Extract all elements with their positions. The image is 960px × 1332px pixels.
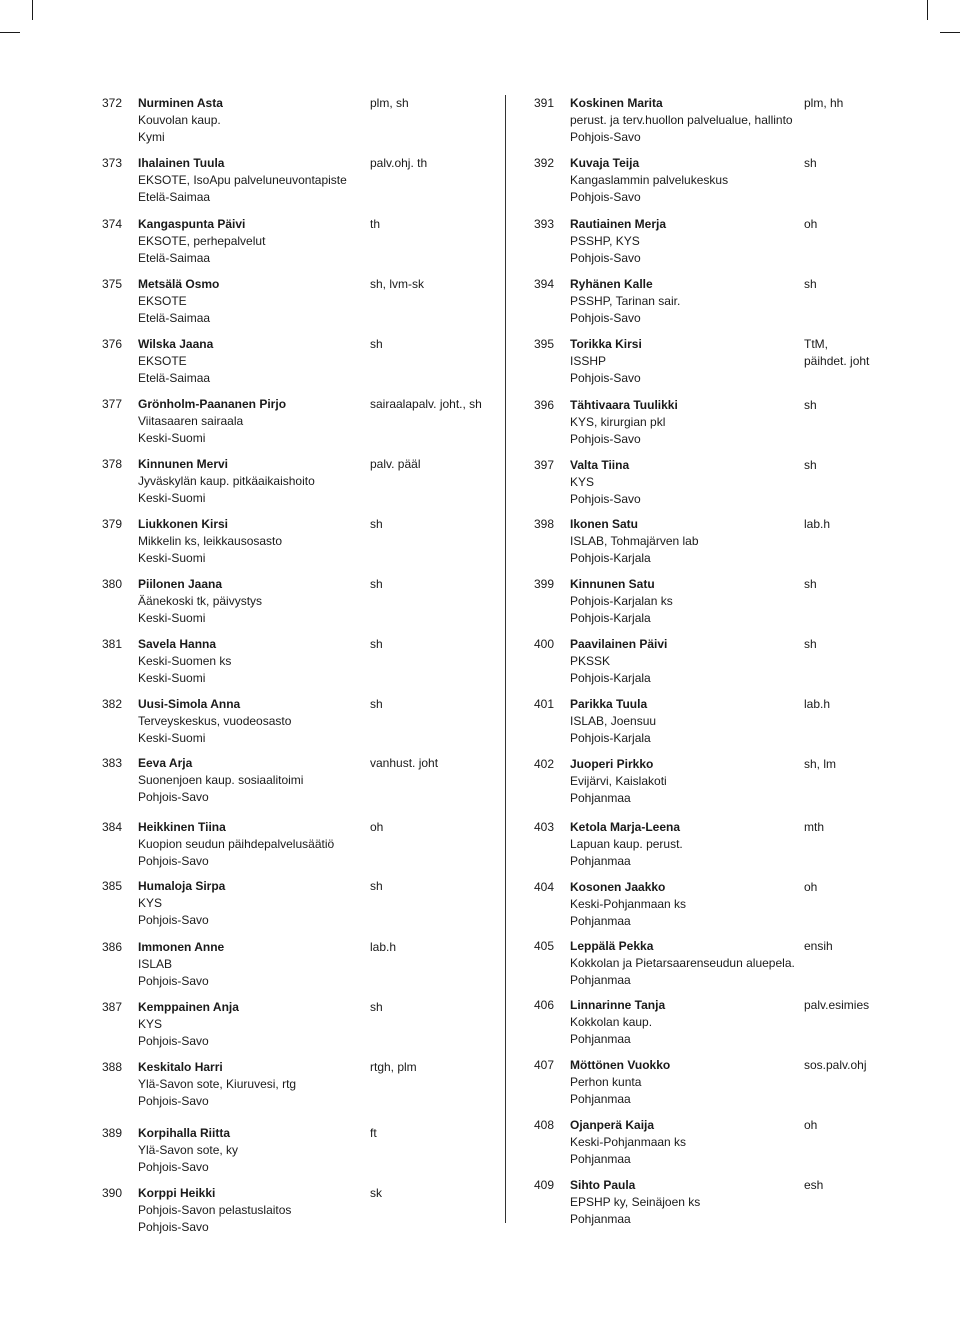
entry-number: 397 bbox=[533, 458, 554, 472]
person-name: Koskinen Marita bbox=[570, 96, 663, 110]
person-name: Grönholm-Paananen Pirjo bbox=[138, 397, 287, 411]
entry-details bbox=[570, 95, 793, 146]
job-title bbox=[370, 1059, 417, 1076]
entry-details bbox=[138, 456, 315, 507]
organization: Keski-Pohjanmaan ks bbox=[570, 897, 687, 911]
entry-details bbox=[570, 636, 667, 687]
entry-details bbox=[138, 516, 282, 567]
job-title bbox=[370, 216, 380, 233]
region: Pohjois-Savo bbox=[138, 913, 209, 927]
person-name: Ikonen Satu bbox=[570, 517, 639, 531]
job-title bbox=[804, 938, 833, 955]
entry-number: 396 bbox=[533, 398, 554, 412]
job-title bbox=[804, 155, 817, 172]
organization: PSSHP, Tarinan sair. bbox=[570, 294, 681, 308]
entry-number: 406 bbox=[533, 998, 554, 1012]
organization: perust. ja terv.huollon palvelualue, hallinto bbox=[570, 113, 793, 127]
entry-number: 405 bbox=[533, 939, 554, 953]
crop-mark-left-top bbox=[0, 32, 20, 33]
region: Etelä-Saimaa bbox=[138, 190, 211, 204]
organization: ISSHP bbox=[570, 354, 607, 368]
job-title-line: plm, hh bbox=[804, 96, 844, 110]
person-name: Kuvaja Teija bbox=[570, 156, 640, 170]
person-name: Ihalainen Tuula bbox=[138, 156, 225, 170]
organization: PKSSK bbox=[570, 654, 611, 668]
job-title-line: mth bbox=[804, 820, 825, 834]
region: Pohjanmaa bbox=[570, 914, 631, 928]
job-title-line: sh bbox=[804, 577, 817, 591]
region: Pohjois-Savo bbox=[138, 854, 209, 868]
person-name: Wilska Jaana bbox=[138, 337, 214, 351]
region: Pohjanmaa bbox=[570, 1092, 631, 1106]
entry-details bbox=[570, 457, 641, 508]
organization: Ylä-Savon sote, ky bbox=[138, 1143, 239, 1157]
organization: Lapuan kaup. perust. bbox=[570, 837, 683, 851]
organization: Mikkelin ks, leikkausosasto bbox=[138, 534, 283, 548]
job-title bbox=[804, 819, 824, 836]
entry-details bbox=[138, 336, 213, 387]
person-name: Leppälä Pekka bbox=[570, 939, 654, 953]
organization: EKSOTE bbox=[138, 354, 187, 368]
job-title bbox=[804, 997, 869, 1014]
entry-details bbox=[570, 576, 673, 627]
entry-number: 391 bbox=[533, 96, 554, 110]
entry-details bbox=[138, 276, 219, 327]
organization: ISLAB, Tohmajärven lab bbox=[570, 534, 699, 548]
entry-number: 383 bbox=[101, 756, 122, 770]
entry-details bbox=[570, 696, 656, 747]
entry-number: 379 bbox=[101, 517, 122, 531]
person-name: Korpihalla Riitta bbox=[138, 1126, 231, 1140]
job-title-line: ft bbox=[370, 1126, 377, 1140]
person-name: Immonen Anne bbox=[138, 940, 225, 954]
entry-details bbox=[138, 819, 334, 870]
job-title bbox=[804, 336, 869, 370]
region: Etelä-Saimaa bbox=[138, 311, 211, 325]
entry-details bbox=[138, 396, 286, 447]
entry-number: 392 bbox=[533, 156, 554, 170]
job-title-line: TtM, bbox=[804, 337, 828, 351]
entry-number: 408 bbox=[533, 1118, 554, 1132]
entry-number: 372 bbox=[101, 96, 122, 110]
region: Pohjois-Savo bbox=[138, 1160, 209, 1174]
entry-details bbox=[138, 576, 262, 627]
entry-number: 381 bbox=[101, 637, 122, 651]
job-title-line: palv. pääl bbox=[370, 457, 421, 471]
job-title bbox=[370, 696, 383, 713]
job-title-line: lab.h bbox=[804, 517, 831, 531]
job-title bbox=[804, 1177, 823, 1194]
entry-details bbox=[570, 1117, 686, 1168]
entry-number: 384 bbox=[101, 820, 122, 834]
job-title-line: palv.ohj. th bbox=[370, 156, 428, 170]
job-title-line: ensih bbox=[804, 939, 833, 953]
entry-details bbox=[570, 336, 642, 387]
entry-details bbox=[138, 95, 223, 146]
entry-number: 376 bbox=[101, 337, 122, 351]
entry-details bbox=[570, 1177, 700, 1228]
person-name: Parikka Tuula bbox=[570, 697, 648, 711]
entry-number: 389 bbox=[101, 1126, 122, 1140]
organization: EKSOTE, perhepalvelut bbox=[138, 234, 266, 248]
organization: Keski-Pohjanmaan ks bbox=[570, 1135, 687, 1149]
job-title bbox=[370, 755, 438, 772]
organization: Perhon kunta bbox=[570, 1075, 642, 1089]
organization: PSSHP, KYS bbox=[570, 234, 640, 248]
job-title bbox=[370, 396, 482, 413]
job-title bbox=[370, 456, 420, 473]
entry-details bbox=[570, 276, 680, 327]
entry-number: 402 bbox=[533, 757, 554, 771]
crop-mark-right-top bbox=[940, 32, 960, 33]
organization: Jyväskylän kaup. pitkäaikaishoito bbox=[138, 474, 315, 488]
region: Keski-Suomi bbox=[138, 731, 206, 745]
job-title bbox=[370, 999, 383, 1016]
job-title bbox=[370, 878, 383, 895]
job-title-line: esh bbox=[804, 1178, 824, 1192]
organization: Kuopion seudun päihdepalvelusäätiö bbox=[138, 837, 335, 851]
person-name: Valta Tiina bbox=[570, 458, 630, 472]
job-title-line: oh bbox=[370, 820, 384, 834]
region: Pohjanmaa bbox=[570, 973, 631, 987]
person-name: Korppi Heikki bbox=[138, 1186, 216, 1200]
entry-details bbox=[570, 155, 728, 206]
entry-details bbox=[138, 1185, 291, 1236]
region: Keski-Suomi bbox=[138, 431, 206, 445]
person-name: Piilonen Jaana bbox=[138, 577, 223, 591]
person-name: Linnarinne Tanja bbox=[570, 998, 666, 1012]
region: Pohjois-Karjala bbox=[570, 611, 651, 625]
job-title-line: sh bbox=[804, 398, 817, 412]
person-name: Metsälä Osmo bbox=[138, 277, 220, 291]
job-title-line: sh bbox=[370, 577, 383, 591]
job-title bbox=[370, 155, 427, 172]
entry-details bbox=[138, 1059, 296, 1110]
person-name: Nurminen Asta bbox=[138, 96, 223, 110]
organization: Pohjois-Savon pelastuslaitos bbox=[138, 1203, 292, 1217]
person-name: Kosonen Jaakko bbox=[570, 880, 666, 894]
organization: Viitasaaren sairaala bbox=[138, 414, 244, 428]
person-name: Ojanperä Kaija bbox=[570, 1118, 655, 1132]
job-title-line: lab.h bbox=[370, 940, 397, 954]
entry-number: 394 bbox=[533, 277, 554, 291]
organization: Kouvolan kaup. bbox=[138, 113, 221, 127]
job-title-line: sh bbox=[370, 879, 383, 893]
job-title-line: oh bbox=[804, 880, 818, 894]
job-title bbox=[804, 636, 817, 653]
job-title bbox=[370, 516, 383, 533]
job-title bbox=[804, 879, 817, 896]
entry-number: 373 bbox=[101, 156, 122, 170]
job-title bbox=[804, 216, 817, 233]
region: Pohjois-Savo bbox=[138, 1220, 209, 1234]
organization: Evijärvi, Kaislakoti bbox=[570, 774, 667, 788]
person-name: Kinnunen Satu bbox=[570, 577, 655, 591]
entry-number: 375 bbox=[101, 277, 122, 291]
entry-number: 378 bbox=[101, 457, 122, 471]
job-title-line: sh bbox=[804, 458, 817, 472]
entry-details bbox=[138, 636, 231, 687]
organization: Kangaslammin palvelukeskus bbox=[570, 173, 729, 187]
region: Pohjois-Savo bbox=[570, 432, 641, 446]
person-name: Liukkonen Kirsi bbox=[138, 517, 229, 531]
region: Pohjois-Savo bbox=[138, 790, 209, 804]
person-name: Tähtivaara Tuulikki bbox=[570, 398, 678, 412]
entry-number: 400 bbox=[533, 637, 554, 651]
crop-mark-top-right bbox=[927, 0, 928, 20]
organization: Keski-Suomen ks bbox=[138, 654, 232, 668]
person-name: Humaloja Sirpa bbox=[138, 879, 226, 893]
region: Pohjois-Karjala bbox=[570, 671, 651, 685]
job-title bbox=[370, 819, 383, 836]
region: Pohjois-Karjala bbox=[570, 551, 651, 565]
organization: KYS bbox=[138, 896, 163, 910]
person-name: Savela Hanna bbox=[138, 637, 217, 651]
entry-number: 385 bbox=[101, 879, 122, 893]
job-title bbox=[804, 1117, 817, 1134]
region: Keski-Suomi bbox=[138, 551, 206, 565]
region: Pohjois-Savo bbox=[570, 251, 641, 265]
entry-details bbox=[138, 878, 225, 929]
region: Keski-Suomi bbox=[138, 611, 206, 625]
person-name: Ketola Marja-Leena bbox=[570, 820, 681, 834]
entry-number: 407 bbox=[533, 1058, 554, 1072]
entry-number: 403 bbox=[533, 820, 554, 834]
entry-details bbox=[138, 696, 291, 747]
job-title bbox=[370, 1125, 377, 1142]
region: Pohjanmaa bbox=[570, 791, 631, 805]
organization: KYS, kirurgian pkl bbox=[570, 415, 666, 429]
entry-number: 401 bbox=[533, 697, 554, 711]
entry-number: 386 bbox=[101, 940, 122, 954]
region: Kymi bbox=[138, 130, 165, 144]
job-title-line: sh bbox=[370, 697, 383, 711]
organization: EPSHP ky, Seinäjoen ks bbox=[570, 1195, 701, 1209]
person-name: Uusi-Simola Anna bbox=[138, 697, 241, 711]
person-name: Kinnunen Mervi bbox=[138, 457, 229, 471]
entry-details bbox=[138, 155, 347, 206]
entry-number: 398 bbox=[533, 517, 554, 531]
region: Pohjois-Savo bbox=[138, 974, 209, 988]
job-title-line: sh bbox=[804, 277, 817, 291]
job-title bbox=[370, 276, 424, 293]
region: Pohjois-Savo bbox=[138, 1034, 209, 1048]
job-title bbox=[804, 576, 817, 593]
region: Etelä-Saimaa bbox=[138, 371, 211, 385]
job-title-line: palv.esimies bbox=[804, 998, 870, 1012]
region: Keski-Suomi bbox=[138, 671, 206, 685]
job-title-line: sh bbox=[370, 637, 383, 651]
person-name: Kangaspunta Päivi bbox=[138, 217, 246, 231]
entry-details bbox=[570, 997, 665, 1048]
job-title-line: th bbox=[370, 217, 381, 231]
entry-details bbox=[138, 216, 265, 267]
region: Pohjois-Savo bbox=[570, 492, 641, 506]
entry-number: 390 bbox=[101, 1186, 122, 1200]
entry-number: 395 bbox=[533, 337, 554, 351]
job-title bbox=[804, 516, 830, 533]
entry-number: 387 bbox=[101, 1000, 122, 1014]
person-name: Torikka Kirsi bbox=[570, 337, 642, 351]
entry-details bbox=[138, 939, 224, 990]
region: Pohjois-Savo bbox=[570, 190, 641, 204]
entry-details bbox=[570, 216, 666, 267]
region: Pohjanmaa bbox=[570, 854, 631, 868]
organization: Pohjois-Karjalan ks bbox=[570, 594, 673, 608]
job-title bbox=[804, 397, 817, 414]
job-title bbox=[370, 939, 396, 956]
organization: ISLAB, Joensuu bbox=[570, 714, 657, 728]
region: Etelä-Saimaa bbox=[138, 251, 211, 265]
region: Pohjois-Savo bbox=[570, 311, 641, 325]
entry-details bbox=[570, 819, 683, 870]
job-title-line: sk bbox=[370, 1186, 382, 1200]
entry-number: 382 bbox=[101, 697, 122, 711]
entry-details bbox=[570, 879, 686, 930]
organization: Äänekoski tk, päivystys bbox=[138, 594, 263, 608]
organization: Ylä-Savon sote, Kiuruvesi, rtg bbox=[138, 1077, 297, 1091]
organization: Suonenjoen kaup. sosiaalitoimi bbox=[138, 773, 304, 787]
job-title-line: sos.palv.ohj bbox=[804, 1058, 867, 1072]
column-divider bbox=[505, 95, 506, 1223]
entry-number: 404 bbox=[533, 880, 554, 894]
job-title-line: päihdet. joht bbox=[804, 354, 870, 368]
organization: Terveyskeskus, vuodeosasto bbox=[138, 714, 292, 728]
region: Pohjanmaa bbox=[570, 1152, 631, 1166]
entry-number: 388 bbox=[101, 1060, 122, 1074]
entry-details bbox=[138, 1125, 238, 1176]
entry-details bbox=[138, 755, 303, 806]
job-title-line: sh bbox=[370, 1000, 383, 1014]
entry-details bbox=[138, 999, 239, 1050]
job-title bbox=[370, 1185, 382, 1202]
person-name: Rautiainen Merja bbox=[570, 217, 667, 231]
entry-number: 399 bbox=[533, 577, 554, 591]
entry-number: 380 bbox=[101, 577, 122, 591]
person-name: Keskitalo Harri bbox=[138, 1060, 223, 1074]
job-title-line: sh, lvm-sk bbox=[370, 277, 424, 291]
crop-mark-top-left bbox=[32, 0, 33, 20]
entry-number: 409 bbox=[533, 1178, 554, 1192]
organization: EKSOTE bbox=[138, 294, 187, 308]
entry-number: 377 bbox=[101, 397, 122, 411]
organization: EKSOTE, IsoApu palveluneuvontapiste bbox=[138, 173, 347, 187]
job-title-line: plm, sh bbox=[370, 96, 409, 110]
organization: Kokkolan ja Pietarsaarenseudun aluepela. bbox=[570, 956, 795, 970]
job-title bbox=[804, 457, 817, 474]
entry-details bbox=[570, 516, 699, 567]
job-title-line: sh bbox=[804, 156, 817, 170]
region: Pohjois-Karjala bbox=[570, 731, 651, 745]
region: Keski-Suomi bbox=[138, 491, 206, 505]
job-title bbox=[804, 95, 843, 112]
job-title bbox=[370, 336, 383, 353]
job-title-line: rtgh, plm bbox=[370, 1060, 417, 1074]
organization: ISLAB bbox=[138, 957, 173, 971]
region: Pohjanmaa bbox=[570, 1032, 631, 1046]
job-title-line: oh bbox=[804, 217, 818, 231]
job-title-line: vanhust. joht bbox=[370, 756, 439, 770]
person-name: Möttönen Vuokko bbox=[570, 1058, 671, 1072]
person-name: Kemppainen Anja bbox=[138, 1000, 239, 1014]
job-title bbox=[370, 576, 383, 593]
entry-details bbox=[570, 1057, 670, 1108]
entry-details bbox=[570, 397, 678, 448]
organization: KYS bbox=[138, 1017, 163, 1031]
region: Pohjois-Savo bbox=[570, 371, 641, 385]
job-title bbox=[370, 95, 409, 112]
job-title bbox=[804, 1057, 866, 1074]
person-name: Paavilainen Päivi bbox=[570, 637, 668, 651]
entry-number: 393 bbox=[533, 217, 554, 231]
organization: KYS bbox=[570, 475, 595, 489]
person-name: Sihto Paula bbox=[570, 1178, 636, 1192]
job-title-line: sh bbox=[370, 517, 383, 531]
job-title-line: sairaalapalv. joht., sh bbox=[370, 397, 482, 411]
entry-number: 374 bbox=[101, 217, 122, 231]
job-title bbox=[370, 636, 383, 653]
entry-details bbox=[570, 756, 667, 807]
job-title-line: lab.h bbox=[804, 697, 831, 711]
region: Pohjois-Savo bbox=[138, 1094, 209, 1108]
region: Pohjois-Savo bbox=[570, 130, 641, 144]
job-title bbox=[804, 756, 836, 773]
job-title bbox=[804, 276, 817, 293]
person-name: Eeva Arja bbox=[138, 756, 193, 770]
person-name: Heikkinen Tiina bbox=[138, 820, 226, 834]
job-title-line: oh bbox=[804, 1118, 818, 1132]
person-name: Juoperi Pirkko bbox=[570, 757, 654, 771]
organization: Kokkolan kaup. bbox=[570, 1015, 653, 1029]
job-title-line: sh bbox=[370, 337, 383, 351]
region: Pohjanmaa bbox=[570, 1212, 631, 1226]
person-name: Ryhänen Kalle bbox=[570, 277, 653, 291]
job-title-line: sh bbox=[804, 637, 817, 651]
entry-details bbox=[570, 938, 795, 989]
job-title-line: sh, lm bbox=[804, 757, 837, 771]
job-title bbox=[804, 696, 830, 713]
